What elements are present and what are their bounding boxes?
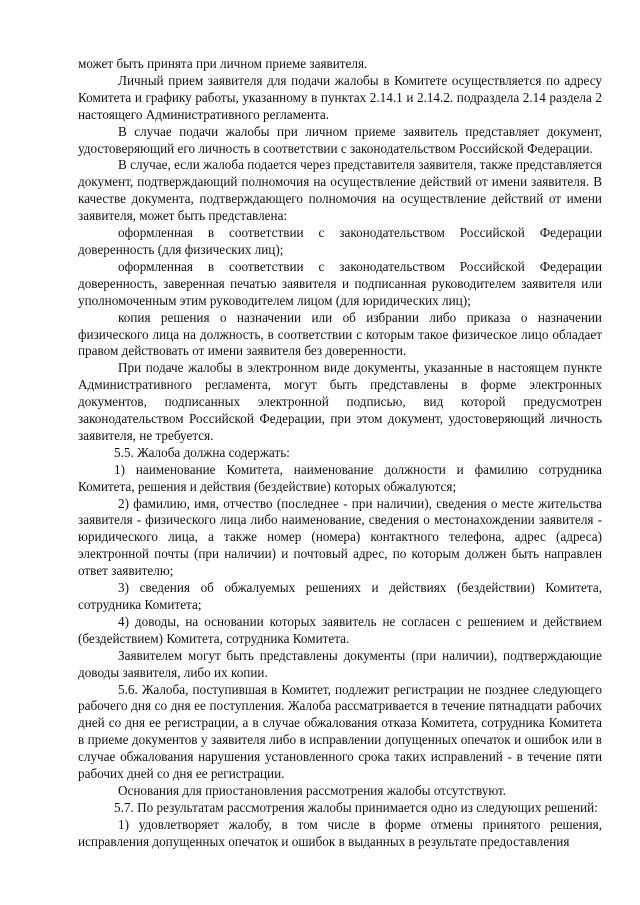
list-item-5-7-1: 1) удовлетворяет жалобу, в том числе в форме отмены принятого решения, исправления допущенных опечаток и ошибок в выданных в результате предоставления — [78, 816, 602, 849]
paragraph-supporting-documents: Заявителем могут быть представлены документы (при наличии), подтверждающие доводы заявителя, либо их копии. — [78, 647, 602, 680]
paragraph-no-suspension: Основания для приостановления рассмотрения жалобы отсутствуют. — [118, 782, 507, 798]
section-5-6: 5.6. Жалоба, поступившая в Комитет, подлежит регистрации не позднее следующего рабочего дня со дня ее поступления. Жалоба рассматривается в течение пятнадцати рабочих дней со дня ее регистрации, а в случае обжалования отказа Комитета, сотрудника Комитета в приеме документов у заявителя либо в исправлении допущенных опечаток и ошибок или в случае обжалования нарушения установленного срока таких исправлений - в течение пяти рабочих дней со дня ее регистрации. — [78, 681, 602, 782]
section-5-7-heading: 5.7. По результатам рассмотрения жалобы принимается одно из следующих решений: — [114, 799, 598, 815]
paragraph-personal-reception: Личный прием заявителя для подачи жалобы в Комитете осуществляется по адресу Комитета и графику работы, указанному в пунктах 2.14.1 и 2.14.2. подраздела 2.14 раздела 2 настоящего Административного регламента. — [78, 72, 602, 122]
paragraph-identity-document: В случае подачи жалобы при личном приеме заявитель представляет документ, удостоверяющий его личность в соответствии с законодательством Российской Федерации. — [78, 123, 602, 156]
list-item-5-5-4: 4) доводы, на основании которых заявитель не согласен с решением и действием (бездействием) Комитета, сотрудника Комитета. — [78, 613, 602, 646]
paragraph-electronic-submission: При подаче жалобы в электронном виде документы, указанные в настоящем пункте Административного регламента, могут быть представлены в форме электронных документов, подписанных электронной подписью, вид которой предусмотрен законодательством Российской Федерации, при этом документ, удостоверяющий личность заявителя, не требуется. — [78, 360, 602, 443]
paragraph-appointment-copy: копия решения о назначении или об избрании либо приказа о назначении физического лица на должность, в соответствии с которым такое физическое лицо обладает правом действовать от имени заявителя без доверенности. — [78, 309, 602, 359]
paragraph-representative: В случае, если жалоба подается через представителя заявителя, также представляется документ, подтверждающий полномочия на осуществление действий от имени заявителя. В качестве документа, подтверждающего полномочия на осуществление действий от имени заявителя, может быть представлена: — [78, 157, 602, 224]
section-5-5-heading: 5.5. Жалоба должна содержать: — [114, 444, 290, 460]
paragraph-power-of-attorney-individuals: оформленная в соответствии с законодательством Российской Федерации доверенность (для физических лиц); — [78, 225, 602, 257]
paragraph-continuation: может быть принята при личном приеме заявителя. — [78, 56, 368, 71]
list-item-5-5-2: 2) фамилию, имя, отчество (последнее - при наличии), сведения о месте жительства заявителя - физического лица либо наименование, сведения о местонахождении заявителя - юридического лица, а также номер (номера) контактного телефона, адрес (адреса) электронной почты (при наличии) и почтовый адрес, по которым должен быть направлен ответ заявителю; — [78, 495, 602, 579]
document-page — [78, 56, 602, 851]
list-item-5-5-3: 3) сведения об обжалуемых решениях и действиях (бездействии) Комитета, сотрудника Комитета; — [78, 580, 602, 612]
paragraph-power-of-attorney-legal: оформленная в соответствии с законодательством Российской Федерации доверенность, заверенная печатью заявителя и подписанная руководителем заявителя или уполномоченным этим руководителем лицом (для юридических лиц); — [78, 258, 602, 308]
list-item-5-5-1: 1) наименование Комитета, наименование должности и фамилию сотрудника Комитета, решения и действия (бездействие) которых обжалуются; — [78, 461, 602, 494]
